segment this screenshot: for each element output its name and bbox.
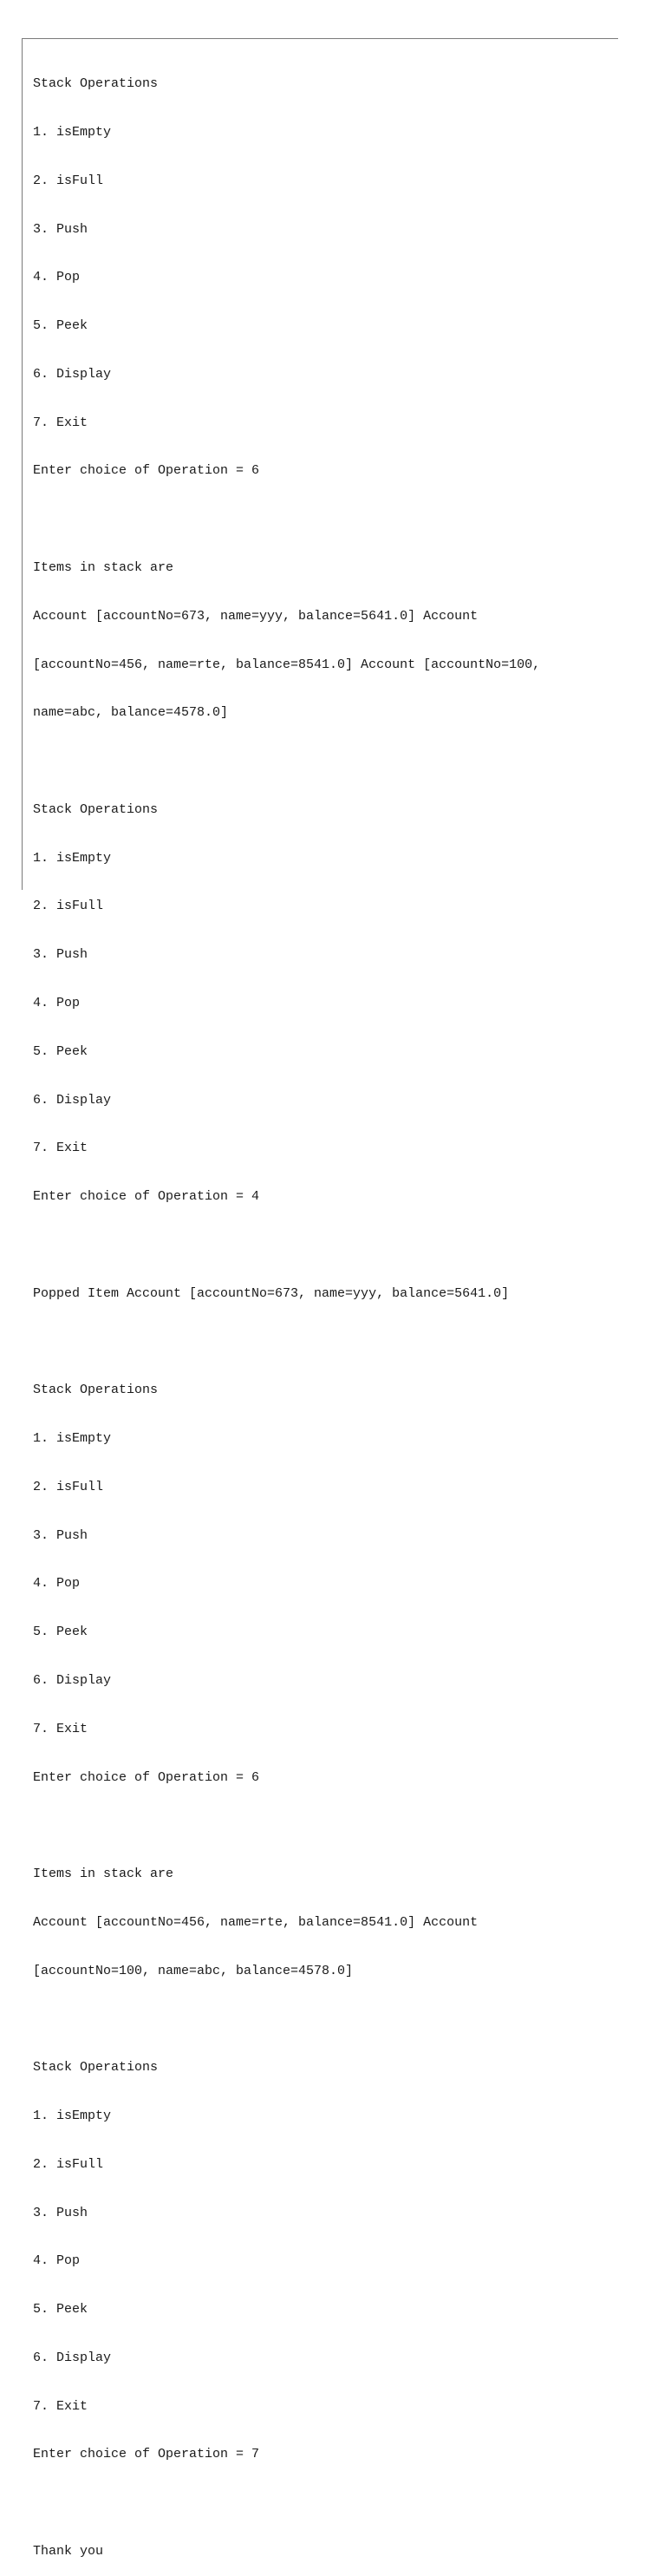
console-line: Enter choice of Operation = 4 bbox=[33, 1189, 260, 1205]
console-line: [accountNo=100, name=abc, balance=4578.0] bbox=[33, 1963, 354, 1978]
console-line: 6. Display bbox=[33, 366, 112, 382]
console-line bbox=[33, 1238, 622, 1254]
console-line: 6. Display bbox=[33, 2350, 112, 2365]
console-line: 2. isFull bbox=[33, 899, 104, 914]
console-line: 7. Exit bbox=[33, 2398, 88, 2414]
console-line: 5. Peek bbox=[33, 1043, 88, 1059]
console-line: Stack Operations bbox=[33, 76, 159, 92]
console-line: 7. Exit bbox=[33, 1721, 88, 1736]
console-line: 6. Display bbox=[33, 1092, 112, 1108]
console-line: 2. isFull bbox=[33, 2156, 104, 2172]
console-line: 3. Push bbox=[33, 947, 88, 963]
console-line: 1. isEmpty bbox=[33, 124, 112, 140]
console-line: Account [accountNo=673, name=yyy, balance=5641.0] Account bbox=[33, 608, 479, 624]
console-line: 6. Display bbox=[33, 1672, 112, 1688]
console-line: Enter choice of Operation = 7 bbox=[33, 2447, 260, 2462]
console-line bbox=[33, 2495, 622, 2512]
console-line: Enter choice of Operation = 6 bbox=[33, 1769, 260, 1785]
console-line: Stack Operations bbox=[33, 801, 159, 817]
console-line: Popped Item Account [accountNo=673, name=yyy, balance=5641.0] bbox=[33, 1285, 510, 1301]
console-line: 4. Pop bbox=[33, 996, 81, 1011]
console-line: 3. Push bbox=[33, 1527, 88, 1543]
console-line: 2. isFull bbox=[33, 1479, 104, 1494]
console-line: 5. Peek bbox=[33, 318, 88, 334]
console-line: Items in stack are bbox=[33, 560, 174, 575]
console-line bbox=[33, 1335, 622, 1351]
console-line: Items in stack are bbox=[33, 1867, 174, 1882]
console-line: 1. isEmpty bbox=[33, 2109, 112, 2123]
console-line: Stack Operations bbox=[33, 2060, 159, 2076]
console-line: 3. Push bbox=[33, 2205, 88, 2220]
console-line: Enter choice of Operation = 6 bbox=[33, 463, 260, 479]
console-line bbox=[33, 512, 622, 528]
console-output bbox=[33, 44, 622, 2576]
console-line: Thank you bbox=[33, 2544, 104, 2560]
console-line bbox=[33, 754, 622, 770]
console-line bbox=[33, 2011, 622, 2028]
console-line: 3. Push bbox=[33, 221, 88, 237]
console-line: 4. Pop bbox=[33, 2253, 81, 2269]
console-line: [accountNo=456, name=rte, balance=8541.0] Account [accountNo=100, bbox=[33, 657, 541, 672]
console-line: 5. Peek bbox=[33, 1625, 88, 1640]
console-line: 2. isFull bbox=[33, 173, 104, 188]
console-line bbox=[33, 1818, 622, 1834]
console-line: 5. Peek bbox=[33, 2302, 88, 2318]
console-line: 7. Exit bbox=[33, 1141, 88, 1156]
console-line: 4. Pop bbox=[33, 270, 81, 285]
console-line: 4. Pop bbox=[33, 1576, 81, 1592]
console-line: Account [accountNo=456, name=rte, balance=8541.0] Account bbox=[33, 1914, 479, 1930]
console-line: 1. isEmpty bbox=[33, 850, 112, 866]
console-line: 7. Exit bbox=[33, 415, 88, 430]
console-line: name=abc, balance=4578.0] bbox=[33, 705, 229, 721]
console-line: Stack Operations bbox=[33, 1383, 159, 1398]
console-line: 1. isEmpty bbox=[33, 1431, 112, 1447]
